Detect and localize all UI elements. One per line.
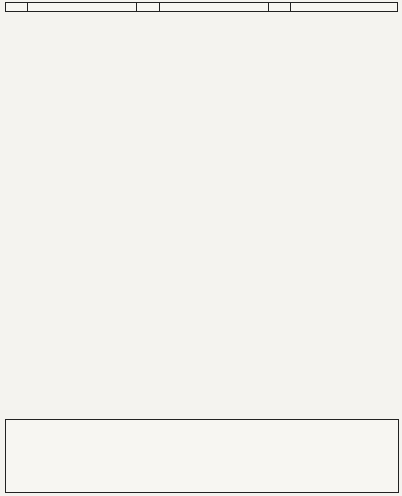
symbol-header — [6, 3, 28, 12]
terminal-table — [5, 2, 398, 12]
terminal-name-header — [159, 3, 268, 12]
ecu-connector-diagram — [5, 419, 399, 493]
symbol-header — [137, 3, 159, 12]
symbol-header — [268, 3, 290, 12]
terminal-name-header — [290, 3, 397, 12]
table-header-row — [6, 3, 398, 12]
terminal-name-header — [28, 3, 137, 12]
terminal-sheet — [5, 2, 398, 12]
